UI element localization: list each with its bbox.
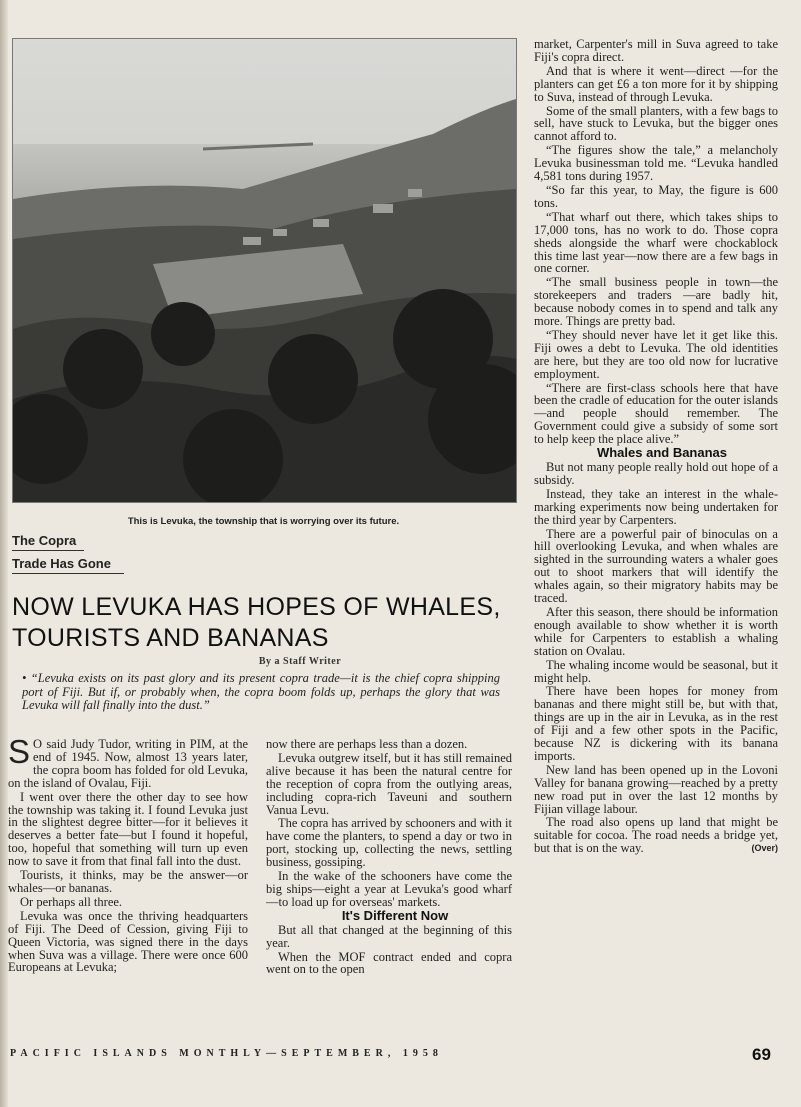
paragraph: Levuka outgrew itself, but it has still remained alive because it has been the natural centre for the reception of copra from the outlying areas, including copra-rich Taveuni and southern Vanua Levu. [266, 750, 512, 817]
kicker-line-1: The Copra [12, 533, 84, 551]
subheading: It's Different Now [341, 907, 449, 923]
kicker-line-2: Trade Has Gone [12, 556, 124, 574]
paragraph: Or perhaps all three. [20, 894, 123, 909]
paragraph: “So far this year, to May, the figure is 600 tons. [534, 182, 778, 210]
column-b [266, 738, 512, 977]
column-c [534, 38, 778, 856]
publication-footer: PACIFIC ISLANDS MONTHLY—SEPTEMBER, 1958 [10, 1048, 443, 1059]
page-spine-shadow [0, 0, 8, 1107]
paragraph: New land has been opened up in the Lovoni Valley for banana growing—reached by a pretty new road put in over the last 12 months by Fijian village labour. [534, 762, 778, 816]
paragraph: “That wharf out there, which takes ships to 17,000 tons, has no work to do. Those copra sheds alongside the wharf were chockablock this time last year—now there are a few bags in one corner. [534, 209, 778, 276]
subheading: Whales and Bananas [596, 445, 728, 461]
paragraph: In the wake of the schooners have come the big ships—eight a year at Levuka's good wharf—to load up for overseas' markets. [266, 869, 512, 909]
continued-marker: (Over) [751, 843, 778, 854]
paragraph: When the MOF contract ended and copra went on to the open [266, 949, 512, 977]
paragraph: There are a powerful pair of binoculas on a hill overlooking Levuka, and when whales are sighted in the surrounding waters a whaler goes out to shoot markers that will identify the whales again, so their migratory habits may be traced. [534, 526, 778, 606]
paragraph: Levuka was once the thriving headquarters of Fiji. The Deed of Cession, giving Fiji to Queen Victoria, was signed there in the days when Suva was a village. There were once 600 Europeans at Levuka; [8, 908, 248, 975]
paragraph: Instead, they take an interest in the whale-marking experiments now being undertaken for the third year by Carpenters. [534, 486, 778, 527]
paragraph: The road also opens up land that might be suitable for cocoa. The road needs a bridge yet, but that is on the way. (Over) [534, 815, 778, 856]
paragraph: “They should never have let it get like this. Fiji owes a debt to Levuka. The old identities are here, but they are too old now for lucrative employment. [534, 327, 778, 381]
paragraph: market, Carpenter's mill in Suva agreed to take Fiji's copra direct. [534, 37, 778, 64]
paragraph: The copra has arrived by schooners and with it have come the planters, to spend a day or two in port, stocking up, collecting the news, settling business, gossiping. [266, 816, 512, 870]
photo-caption: This is Levuka, the township that is worrying over its future. [127, 516, 400, 527]
paragraph: I went over there the other day to see how the township was taking it. I found Levuka just in the slightest degree bitter—for it believes it deserves a better fate—but I found it hopeful, too, hopeful that something will turn up even now to save it from that final fall into the dust. [8, 789, 248, 869]
paragraph: S O said Judy Tudor, writing in PIM, at the end of 1945. Now, almost 13 years later, the copra boom has folded for old Levuka, on the island of Ovalau, Fiji. [8, 733, 248, 790]
drop-cap: S [8, 733, 31, 770]
paragraph: Tourists, it thinks, may be the answer—or whales—or bananas. [8, 868, 248, 895]
paragraph: The whaling income would be seasonal, but it might help. [534, 657, 778, 685]
byline: By a Staff Writer [258, 656, 342, 667]
intro-quote: • “Levuka exists on its past glory and its present copra trade—it is the chief copra shipping port of Fiji. But if, or probably when, the copra boom folds up, perhaps the glory that was Levuka will fall finally into the dust.” [22, 671, 500, 712]
column-a [8, 733, 248, 975]
paragraph: “There are first-class schools here that have been the cradle of education for the outer islands—and people should remember. The Government could give a subsidy of some sort to help keep the place alive.” [534, 380, 778, 447]
article-headline: NOW LEVUKA HAS HOPES OF WHALES, TOURISTS AND BANANAS [12, 593, 501, 652]
paragraph: But not many people really hold out hope of a subsidy. [534, 460, 778, 487]
page-number: 69 [752, 1045, 771, 1064]
paragraph: And that is where it went—direct —for the planters can get £6 a ton more for it by shipping to Suva, instead of through Levuka. [534, 63, 778, 104]
paragraph: now there are perhaps less than a dozen. [266, 737, 468, 751]
paragraph: “The figures show the tale,” a melancholy Levuka businessman told me. “Levuka handled 4,581 tons during 1957. [534, 143, 778, 184]
paragraph: Some of the small planters, with a few bags to sell, have stuck to Levuka, but the bigger ones cannot afford to. [534, 103, 778, 144]
paragraph: There have been hopes for money from bananas and there might still be, but with that, things are up in the air in Levuka, as in the rest of Fiji and a few other spots in the Pacific, because NZ is dickering with its banana imports. [534, 684, 778, 763]
levuka-photo [12, 38, 517, 503]
paragraph: “The small business people in town—the storekeepers and traders —are badly hit, because nobody comes in to spend and talk any more. Things are pretty bad. [534, 275, 778, 329]
paragraph: But all that changed at the beginning of this year. [266, 922, 512, 950]
paragraph: After this season, there should be information enough available to show whether it is worth while for Carpenters to establish a whaling station on Ovalau. [534, 604, 778, 658]
